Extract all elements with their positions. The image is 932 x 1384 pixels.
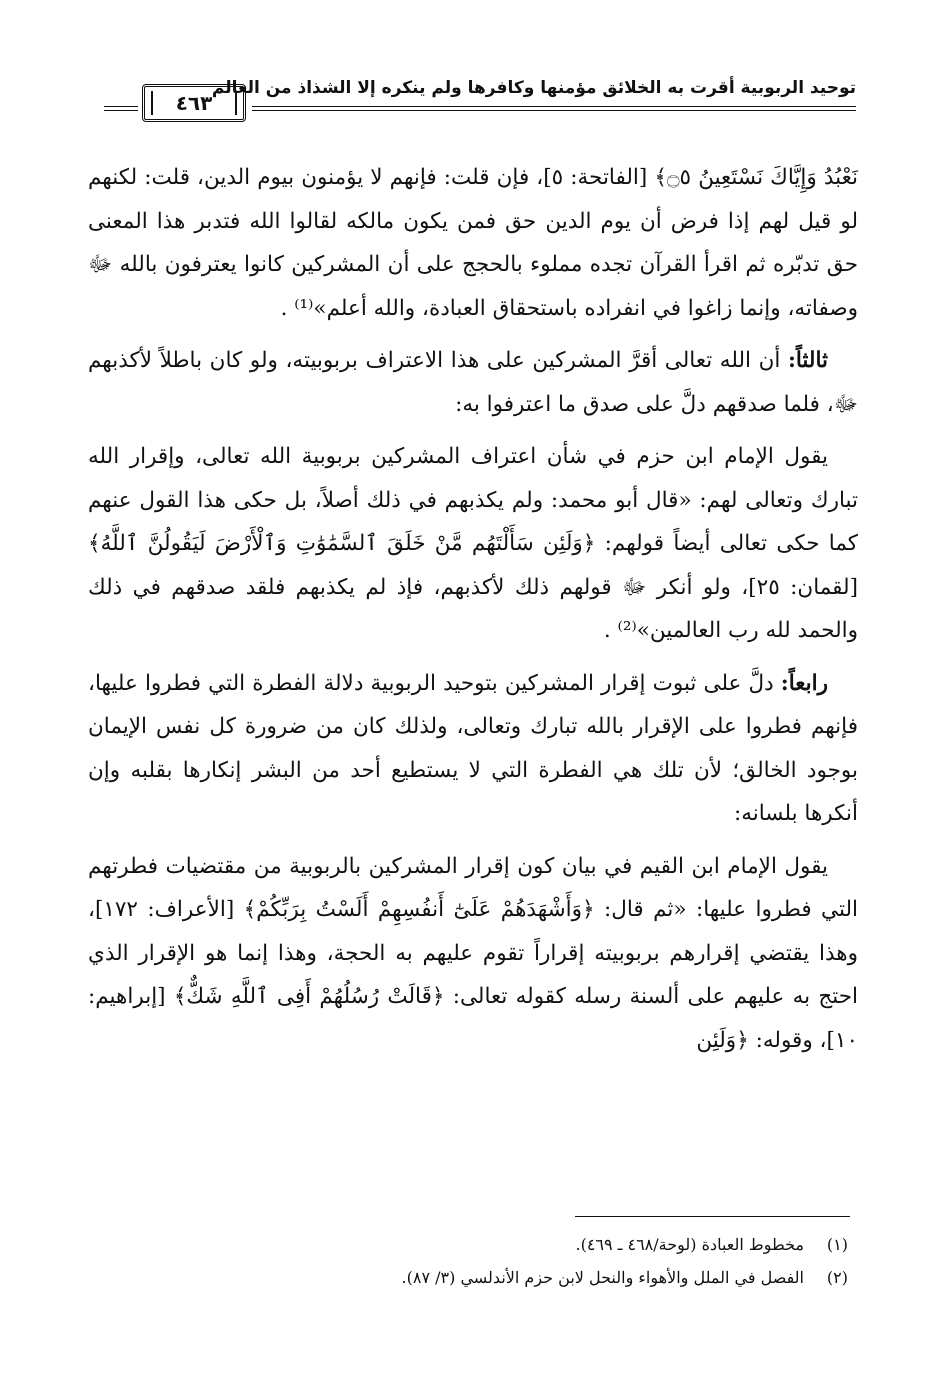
footnote-text: مخطوط العبادة (لوحة/٤٦٨ ـ ٤٦٩). — [575, 1235, 804, 1254]
header-rule — [252, 106, 856, 107]
paragraph-lead-rabian: رابعاً: — [780, 670, 828, 696]
footnote-text: الفصل في الملل والأهواء والنحل لابن حزم الأندلسي (٣/ ٨٧). — [401, 1268, 804, 1287]
header-rule-double — [252, 110, 856, 111]
footnote-number: (١) — [826, 1235, 848, 1254]
footnote-2 — [88, 1261, 848, 1294]
paragraph-4 — [88, 659, 858, 836]
footnote-separator — [575, 1216, 850, 1217]
main-text — [88, 156, 858, 1062]
page-header — [104, 74, 856, 126]
footnotes — [88, 1228, 848, 1294]
page-number: ٤٦٣ — [175, 91, 213, 115]
paragraph-1 — [88, 156, 858, 330]
paragraph-3 — [88, 432, 858, 653]
paragraph-text: دلَّ على ثبوت إقرار المشركين بتوحيد الربوبية دلالة الفطرة التي فطروا عليها، فإنهم فطروا على الإقرار بالله تبارك وتعالى، ولذلك كان من ضرورة كل نفس الإيمان بوجود الخالق؛ لأن تلك هي الفطرة التي لا يستطيع أحد من البشر إنكارها بقلبه وإن أنكرها بلسانه: — [88, 670, 858, 826]
paragraph-text: يقول الإمام ابن حزم في شأن اعتراف المشركين بربوبية الله تعالى، وإقرار الله تبارك وتعالى لهم: «قال أبو محمد: ولم يكذبهم في ذلك أصلاً، بل حكى هذا القول عنهم كما حكى تعالى أيضاً قولهم: ﴿وَلَئِن سَأَلْتَهُم مَّنْ خَلَقَ ٱلسَّمَٰوَٰتِ وَٱلْأَرْضَ لَيَقُولُنَّ ٱللَّهُ﴾ [لقمان: ٢٥]، ولو أنكر ﷻ قولهم ذلك لأكذبهم، فإذ لم يكذبهم فلقد صدقهم في ذلك والحمد لله رب العالمين»⁽²⁾ . — [88, 444, 858, 643]
page-number-frame — [142, 84, 246, 122]
footnote-1 — [88, 1228, 848, 1261]
paragraph-2 — [88, 336, 858, 426]
paragraph-text: أن الله تعالى أقرَّ المشركين على هذا الاعتراف بربوبيته، ولو كان باطلاً لأكذبهم ﷻ، فلما صدقهم دلَّ على صدق ما اعترفوا به: — [88, 348, 858, 417]
header-rule-left-double — [104, 110, 138, 111]
paragraph-text: نَعْبُدُ وَإِيَّاكَ نَسْتَعِينُ ۝٥﴾ [الفاتحة: ٥]، فإن قلت: فإنهم لا يؤمنون بيوم الدين، قلت: لكنهم لو قيل لهم إذا فرض أن يوم الدين حق فمن يكون مالكه لقالوا الله فتدبر هذا المعنى حق تدبّره ثم اقرأ القرآن تجده مملوء بالحجج على أن المشركين كانوا يعترفون بالله ﷻ وصفاته، وإنما زاغوا في انفراده باستحقاق العبادة، والله أعلم»⁽¹⁾ . — [88, 165, 858, 321]
paragraph-lead-thalithan: ثالثاً: — [787, 348, 828, 373]
running-title: توحيد الربوبية أقرت به الخلائق مؤمنها وكافرها ولم ينكره إلا الشذاذ من العالم — [211, 78, 856, 98]
footnote-number: (٢) — [826, 1268, 848, 1287]
paragraph-5 — [88, 842, 858, 1063]
paragraph-text: يقول الإمام ابن القيم في بيان كون إقرار المشركين بالربوبية من مقتضيات فطرتهم التي فطروا عليها: «ثم قال: ﴿وَأَشْهَدَهُمْ عَلَىٰٓ أَنفُسِهِمْ أَلَسْتُ بِرَبِّكُمْ﴾ [الأعراف: ١٧٢]، وهذا يقتضي إقرارهم بربوبيته إقراراً تقوم عليهم به الحجة، وهذا إنما هو الإقرار الذي احتج به عليهم على ألسنة رسله كقوله تعالى: ﴿قَالَتْ رُسُلُهُمْ أَفِى ٱللَّهِ شَكٌّ﴾ [إبراهيم: ١٠]، وقوله: ﴿وَلَئِن — [88, 853, 858, 1053]
header-rule-left — [104, 106, 138, 107]
